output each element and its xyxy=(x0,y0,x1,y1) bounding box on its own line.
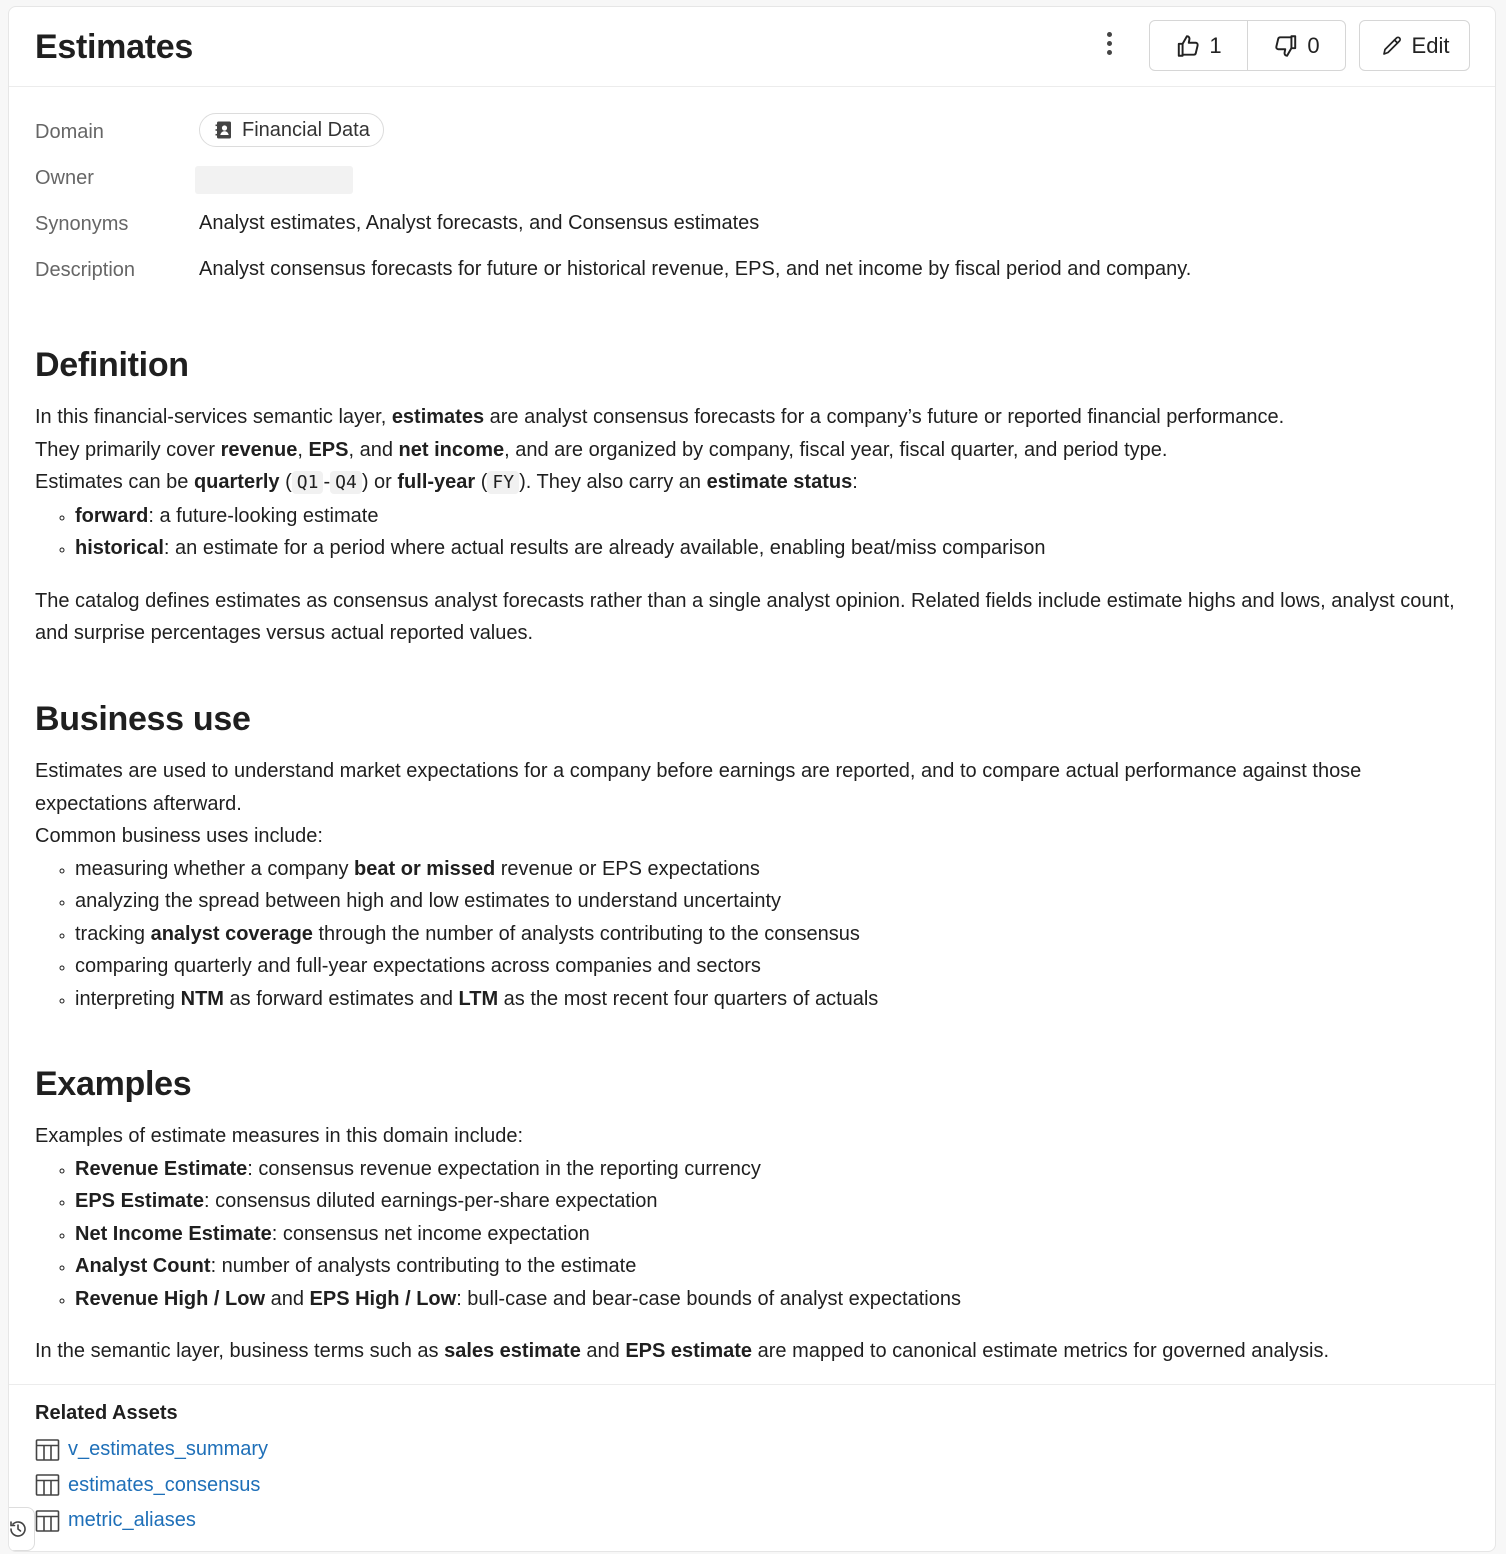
code-q4: Q4 xyxy=(330,471,362,494)
domain-label: Domain xyxy=(35,121,104,143)
more-vertical-icon xyxy=(1107,32,1112,37)
glossary-term-card xyxy=(8,6,1496,1552)
definition-paragraph-1: In this financial-services semantic layer, estimates are analyst consensus forecasts for a company’s future or reported financial performance. xyxy=(35,406,1285,428)
business-paragraph-2: Common business uses include: xyxy=(35,825,323,847)
term-metadata xyxy=(35,107,1475,291)
domain-value: Financial Data xyxy=(242,118,370,141)
edit-button[interactable] xyxy=(1359,20,1470,71)
contact-book-icon xyxy=(214,120,234,140)
related-asset-link[interactable] xyxy=(35,1468,268,1504)
thumbs-down-icon xyxy=(1273,33,1299,59)
list-item: ◦ interpreting NTM as forward estimates and LTM as the most recent four quarters of actuals xyxy=(75,983,1475,1016)
definition-paragraph-3: Estimates can be quarterly ( Q1 - Q4 ) or full-year ( FY ). They also carry an estimate status: xyxy=(35,471,858,493)
code-fy: FY xyxy=(487,471,519,494)
related-asset-name: v_estimates_summary xyxy=(68,1438,269,1461)
domain-chip[interactable] xyxy=(199,113,384,147)
history-icon xyxy=(8,1519,28,1539)
vote-button-group xyxy=(1149,20,1346,71)
like-button[interactable] xyxy=(1150,21,1247,70)
more-options-button[interactable] xyxy=(1093,25,1125,61)
list-item: ◦ EPS Estimate: consensus diluted earnings-per-share expectation xyxy=(75,1185,1475,1218)
list-item: ◦ forward: a future-looking estimate xyxy=(75,500,1475,533)
examples-section xyxy=(35,1064,1475,1368)
list-item: ◦ Analyst Count: number of analysts contributing to the estimate xyxy=(75,1250,1475,1283)
meta-row-description xyxy=(35,245,1475,291)
meta-row-domain xyxy=(35,107,1475,153)
business-use-list xyxy=(35,853,1475,1016)
table-icon xyxy=(35,1509,60,1533)
list-item: ◦ tracking analyst coverage through the number of analysts contributing to the consensus xyxy=(75,918,1475,951)
term-header xyxy=(9,7,1495,87)
business-use-section xyxy=(35,699,1475,1015)
table-icon xyxy=(35,1473,60,1497)
list-item: ◦ measuring whether a company beat or missed revenue or EPS expectations xyxy=(75,853,1475,886)
related-assets-title: Related Assets xyxy=(35,1402,178,1424)
list-item: ◦ Revenue Estimate: consensus revenue expectation in the reporting currency xyxy=(75,1153,1475,1186)
related-asset-name: metric_aliases xyxy=(68,1509,196,1532)
related-asset-link[interactable] xyxy=(35,1503,268,1539)
table-icon xyxy=(35,1438,60,1462)
definition-section xyxy=(35,345,1475,650)
examples-paragraph-2: In the semantic layer, business terms such as sales estimate and EPS estimate are mapped to canonical estimate metrics for governed analysis. xyxy=(35,1340,1330,1362)
pencil-icon xyxy=(1380,34,1404,58)
dislike-button[interactable] xyxy=(1247,21,1345,70)
list-item: ◦ analyzing the spread between high and low estimates to understand uncertainty xyxy=(75,885,1475,918)
dislike-count: 0 xyxy=(1307,32,1320,58)
history-button[interactable] xyxy=(8,1507,35,1551)
examples-paragraph-1: Examples of estimate measures in this domain include: xyxy=(35,1125,524,1147)
related-asset-name: estimates_consensus xyxy=(68,1473,261,1496)
status-list xyxy=(35,500,1475,565)
list-item: ◦ comparing quarterly and full-year expectations across companies and sectors xyxy=(75,950,1475,983)
examples-list xyxy=(35,1153,1475,1316)
like-count: 1 xyxy=(1209,32,1222,58)
page-title: Estimates xyxy=(35,28,193,66)
list-item: ◦ Net Income Estimate: consensus net income expectation xyxy=(75,1218,1475,1251)
synonyms-value: Analyst estimates, Analyst forecasts, and Consensus estimates xyxy=(199,212,760,234)
business-paragraph-1: Estimates are used to understand market expectations for a company before earnings are reported, and to compare actual performance against those expectations afterward. xyxy=(35,760,1362,815)
meta-row-synonyms xyxy=(35,199,1475,245)
synonyms-label: Synonyms xyxy=(35,213,129,235)
definition-heading: Definition xyxy=(35,346,189,384)
meta-row-owner xyxy=(35,153,1475,199)
definition-paragraph-2: They primarily cover revenue, EPS, and net income, and are organized by company, fiscal year, fiscal quarter, and period type. xyxy=(35,438,1168,461)
thumbs-up-icon xyxy=(1175,33,1201,59)
list-item: ◦ Revenue High / Low and EPS High / Low: bull-case and bear-case bounds of analyst expectations xyxy=(75,1283,1475,1316)
owner-value-redacted xyxy=(195,166,353,194)
related-asset-link[interactable] xyxy=(35,1432,268,1468)
description-value: Analyst consensus forecasts for future or historical revenue, EPS, and net income by fiscal period and company. xyxy=(199,258,1192,280)
edit-label: Edit xyxy=(1411,32,1450,58)
section-divider xyxy=(9,1384,1495,1385)
code-q1: Q1 xyxy=(292,471,324,494)
description-label: Description xyxy=(35,259,136,281)
owner-label: Owner xyxy=(35,167,94,189)
list-item: ◦ historical: an estimate for a period where actual results are already available, enabling beat/miss comparison xyxy=(75,532,1475,565)
business-use-heading: Business use xyxy=(35,700,251,738)
definition-paragraph-4: The catalog defines estimates as consensus analyst forecasts rather than a single analyst opinion. Related fields include estimate highs and lows, analyst count, and surprise percentages versus actual reported values. xyxy=(35,589,1455,644)
examples-heading: Examples xyxy=(35,1065,192,1103)
related-assets xyxy=(35,1400,268,1539)
